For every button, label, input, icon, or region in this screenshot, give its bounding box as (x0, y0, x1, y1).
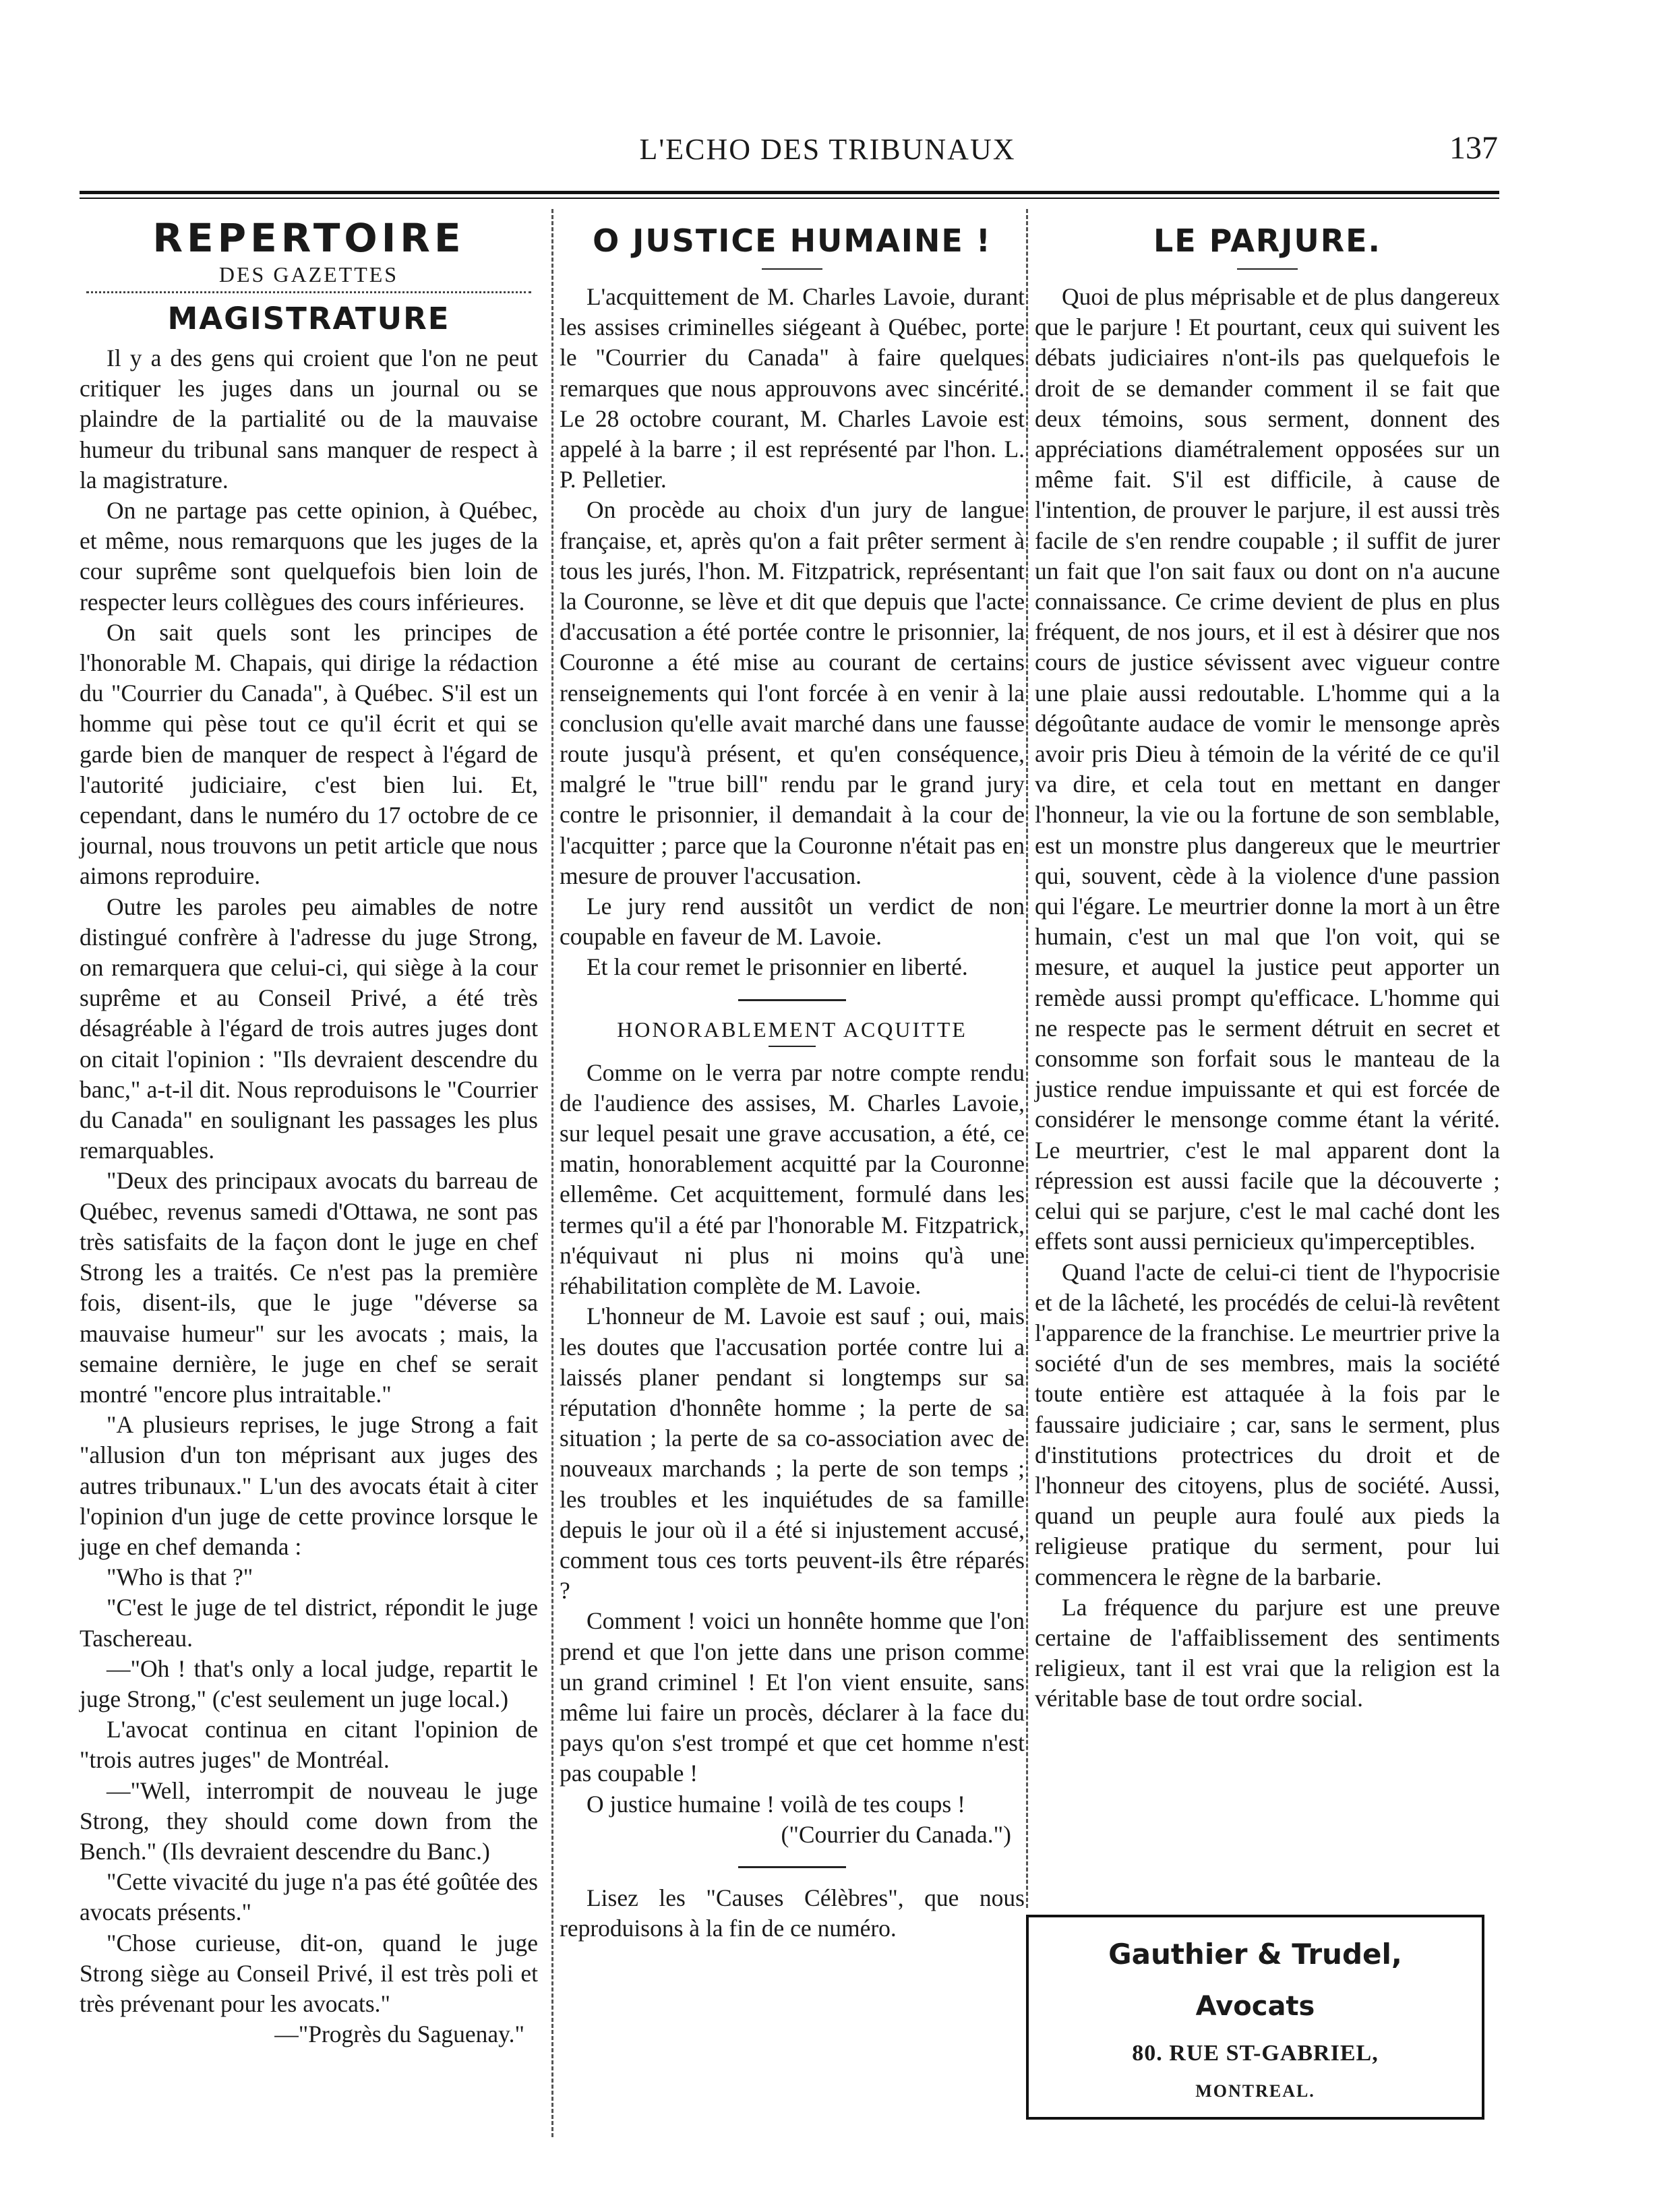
article-paragraph: La fréquence du parjure est une preuve certaine de l'affaiblissement des sentiments religieux, tant il est vrai que la religion est la véritable base de tout ordre social. (1035, 1593, 1500, 1712)
article-paragraph: Et la cour remet le prisonnier en liberté. (586, 953, 968, 981)
divider (1237, 268, 1298, 270)
article-source: —"Progrès du Saguenay." (274, 2021, 524, 2048)
column-heading: O JUSTICE HUMAINE ! (593, 222, 992, 259)
advertisement-firm: Gauthier & Trudel, (1108, 1938, 1402, 1971)
article-paragraph: Comme on le verra par notre compte rendu de l'audience des assises, M. Charles Lavoie, sur lequel pesait une grave accusation, a été, ce matin, honorablement acquitté par la Couronne ellemême. Cet acquittement, formulé dans les termes qu'il a été par l'honorable M. Fitzpatrick, n'équivaut ni plus ni moins qu'à une réhabilitation complète de M. Lavoie. (560, 1058, 1025, 1300)
article-paragraph: "Cette vivacité du juge n'a pas été goûtée des avocats présents." (80, 1868, 538, 1926)
article-paragraph: O justice humaine ! voilà de tes coups ! (586, 1790, 965, 1818)
article-paragraph: On sait quels sont les principes de l'honorable M. Chapais, qui dirige la rédaction du "Courrier du Canada", à Québec. S'il est un homme qui pèse tout ce qu'il écrit et qui se garde bien de manquer de respect à l'égard de l'autorité judiciaire, c'est bien lui. Et, cependant, dans le numéro du 17 octobre de ce journal, nous trouvons un petit article que nous aimons reproduire. (80, 618, 538, 890)
advertisement-address: 80. RUE ST-GABRIEL, (1132, 2041, 1379, 2066)
divider (738, 1866, 846, 1868)
article-paragraph: —"Oh ! that's only a local judge, repartit le juge Strong," (c'est seulement un juge local.) (80, 1654, 538, 1712)
column-parjure (1035, 209, 1500, 1714)
column-repertoire (80, 209, 538, 2050)
advertisement-city: MONTREAL. (1195, 2081, 1315, 2101)
header-rule (80, 191, 1499, 194)
column-divider (1026, 209, 1028, 1908)
article-paragraph: "Who is that ?" (107, 1563, 253, 1591)
advertisement-role: Avocats (1195, 1991, 1315, 2022)
section-title: MAGISTRATURE (167, 301, 450, 336)
running-title: L'ECHO DES TRIBUNAUX (639, 133, 1016, 166)
article-paragraph: "Chose curieuse, dit-on, quand le juge Strong siège au Conseil Privé, il est très poli et très prévenant pour les avocats." (80, 1929, 538, 2017)
column-justice-humaine (560, 209, 1025, 1944)
article-paragraph: Quoi de plus méprisable et de plus dangereux que le parjure ! Et pourtant, ceux qui suivent les débats judiciaires n'ont-ils pas quelquefois le droit de se demander comment il se fait que deux témoins, sous serment, donnent des appréciations diamétralement opposées sur un même fait. S'il est difficile, à cause de l'intention, de prouver le parjure, il est aussi très facile de s'en rendre coupable ; il suffit de jurer un fait que l'on sait faux ou dont on n'a aucune connaissance. Ce crime devient de plus en plus fréquent, de nos jours, et il est à désirer que nos cours de justice sévissent avec vigueur contre une plaie aussi redoutable. L'homme qui a la dégoûtante audace de vomir le mensonge après avoir pris Dieu à témoin de la vérité de ce qu'il va dire, et cela tout en mettant en danger l'honneur, la vie ou la fortune de son semblable, est un monstre plus dangereux que le meurtrier qui, souvent, cède à la violence d'une passion qui l'égare. Le meurtrier donne la mort à un être humain, c'est un mal que l'on voit, qui se mesure, et auquel la justice peut apporter un remède aussi prompt qu'efficace. L'homme qui ne respecte pas le serment détruit en secret et consomme son forfait sous le manteau de la justice rendue impuissante et qui est forcée de considérer le mensonge comme étant la vérité. Le meurtrier, c'est le mal apparent dont la répression est aussi facile que la découverte ; celui qui se parjure, c'est le mal caché dont les effets sont aussi pernicieux qu'imperceptibles. (1035, 283, 1500, 1255)
article-paragraph: "A plusieurs reprises, le juge Strong a fait "allusion d'un ton méprisant aux juges des autres tribunaux." L'un des avocats était à citer l'opinion d'un juge de cette province lorsque le juge en chef demanda : (80, 1411, 538, 1560)
article-paragraph: Comment ! voici un honnête homme que l'on prend et que l'on jette dans une prison comme un grand criminel ! Et l'on vient ensuite, sans même lui faire un procès, déclarer à la face du pays qu'on s'est trompé et que cet homme n'est pas coupable ! (560, 1607, 1025, 1787)
divider (86, 291, 531, 293)
advertisement-box (1026, 1915, 1484, 2120)
article-paragraph: "C'est le juge de tel district, répondit le juge Taschereau. (80, 1594, 538, 1652)
article-paragraph: Outre les paroles peu aimables de notre distingué confrère à l'adresse du juge Strong, on remarquera que celui-ci, qui siège à la cour suprême et au Conseil Privé, a été très désagréable à l'égard de trois autres juges dont on citait l'opinion : "Ils devraient descendre du banc," a-t-il dit. Nous reproduisons le "Courrier du Canada" en soulignant les passages les plus remarquables. (80, 893, 538, 1164)
article-paragraph: L'acquittement de M. Charles Lavoie, durant les assises criminelles siégeant à Québec, porte le "Courrier du Canada" à faire quelques remarques que nous approuvons avec sincérité. Le 28 octobre courant, M. Charles Lavoie est appelé à la barre ; il est représenté par l'hon. L. P. Pelletier. (560, 283, 1025, 494)
section-subheading: HONORABLEMENT ACQUITTE (617, 1017, 967, 1042)
article-paragraph: Le jury rend aussitôt un verdict de non coupable en faveur de M. Lavoie. (560, 893, 1025, 951)
article-paragraph: L'avocat continua en citant l'opinion de "trois autres juges" de Montréal. (80, 1716, 538, 1774)
article-paragraph: On ne partage pas cette opinion, à Québec, et même, nous remarquons que les juges de la cour suprême sont quelquefois bien loin de respecter leurs collègues des cours inférieures. (80, 497, 538, 616)
article-paragraph: Il y a des gens qui croient que l'on ne peut critiquer les juges dans un journal ou se plaindre de la partialité ou de la mauvaise humeur du tribunal sans manquer de respect à la magistrature. (80, 345, 538, 494)
notice-paragraph: Lisez les "Causes Célèbres", que nous reproduisons à la fin de ce numéro. (560, 1884, 1025, 1942)
article-paragraph: "Deux des principaux avocats du barreau de Québec, revenus samedi d'Ottawa, ne sont pas très satisfaits de la façon dont le juge en chef Strong les a traités. Ce n'est pas la première fois, disent-ils, que le juge "déverse sa mauvaise humeur" sur les avocats ; mais, la semaine dernière, le juge en chef se serait montré "encore plus intraitable." (80, 1167, 538, 1408)
column-subheading: DES GAZETTES (218, 262, 399, 287)
article-paragraph: L'honneur de M. Lavoie est sauf ; oui, mais les doutes que l'accusation portée contre lui a laissés planer pendant si longtemps sur sa réputation d'honnête homme ; la perte de sa situation ; la perte de sa co-association avec de nouveaux marchands ; la perte de son temps ; les troubles et les inquiétudes de sa famille depuis le jour où il a été si injustement accusé, comment tous ces torts peuvent-ils être réparés ? (560, 1303, 1025, 1605)
article-paragraph: Quand l'acte de celui-ci tient de l'hypocrisie et de la lâcheté, les procédés de celui-là revêtent l'apparence de la franchise. Le meurtrier prive la société d'un de ses membres, mais la société toute entière est attaquée à la fois par le faussaire judiciaire ; car, sans le serment, plus d'institutions protectrices du droit et de l'honneur des citoyens, plus de société. Aussi, quand un peuple aura foulé aux pieds la religieuse pratique du serment, pour lui commencera le règne de la barbarie. (1035, 1258, 1500, 1590)
column-divider (551, 209, 553, 2137)
page-number: 137 (1449, 130, 1498, 166)
divider (738, 999, 846, 1001)
divider (769, 1046, 816, 1047)
column-heading: REPERTOIRE (152, 215, 465, 261)
column-heading: LE PARJURE. (1153, 222, 1382, 259)
divider (762, 268, 822, 270)
article-paragraph: On procède au choix d'un jury de langue française, et, après qu'on a fait prêter serment à tous les jurés, l'hon. M. Fitzpatrick, représentant la Couronne, se lève et dit que depuis que l'acte d'accusation a été portée contre le prisonnier, la Couronne a été mise au courant de certains renseignements qui l'ont forcée à en venir à la conclusion qu'elle avait marché dans une fausse route jusqu'à présent, et qu'en conséquence, malgré le "true bill" rendu par le grand jury contre le prisonnier, il demandait à la cour de l'acquitter ; parce que la Couronne n'était pas en mesure de prouver l'accusation. (560, 496, 1025, 889)
header-rule-thin (80, 198, 1499, 199)
article-source: ("Courrier du Canada.") (781, 1820, 1011, 1848)
article-paragraph: —"Well, interrompit de nouveau le juge Strong, they should come down from the Bench." (Ils devraient descendre du Banc.) (80, 1776, 538, 1865)
